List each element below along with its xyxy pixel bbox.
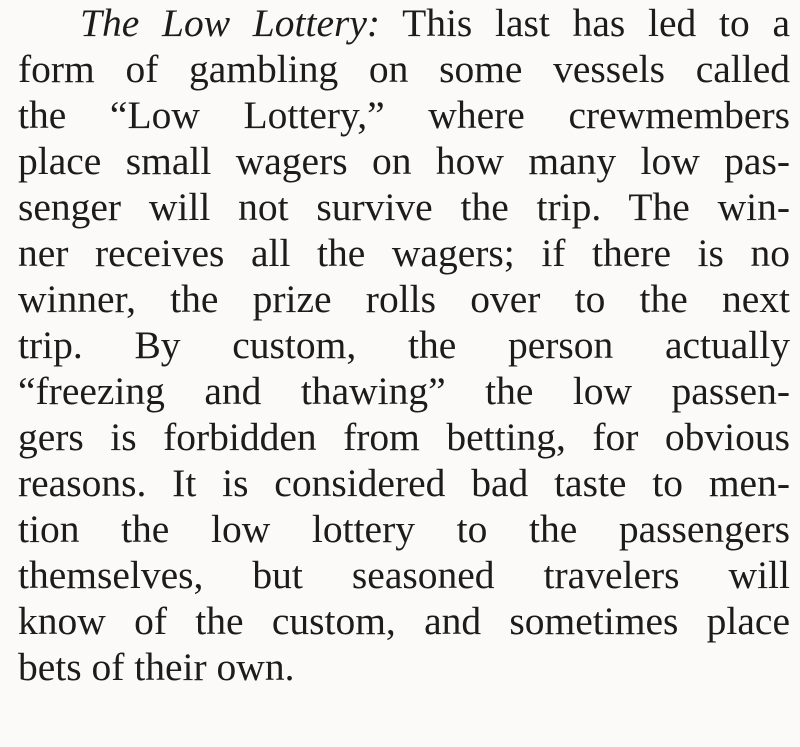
text-line-3: the “Low Lottery,” where crewmembers [18,93,790,137]
text-line-13: themselves, but seasoned travelers will [18,553,790,597]
run-in-heading: The Low Lottery: [80,1,381,45]
text-line-2: form of gambling on some vessels called [18,47,790,91]
text-line-15: bets of their own. [18,645,295,689]
text-line-12: tion the low lottery to the passengers [18,507,790,551]
text-line-8: trip. By custom, the person actually [18,323,790,367]
text-line-14: know of the custom, and sometimes place [18,599,790,643]
body-paragraph [18,0,790,690]
text-line-6: ner receives all the wagers; if there is no [18,231,790,275]
text-line-1 [18,0,790,46]
line-text: This last has led to a [380,1,790,45]
text-line-10: gers is forbidden from betting, for obvious [18,415,790,459]
text-line-5: senger will not survive the trip. The win- [18,185,790,229]
text-line-11: reasons. It is considered bad taste to men- [18,461,790,505]
text-line-4: place small wagers on how many low pas- [18,139,790,183]
text-line-9: “freezing and thawing” the low passen- [18,369,790,413]
text-line-7: winner, the prize rolls over to the next [18,277,790,321]
